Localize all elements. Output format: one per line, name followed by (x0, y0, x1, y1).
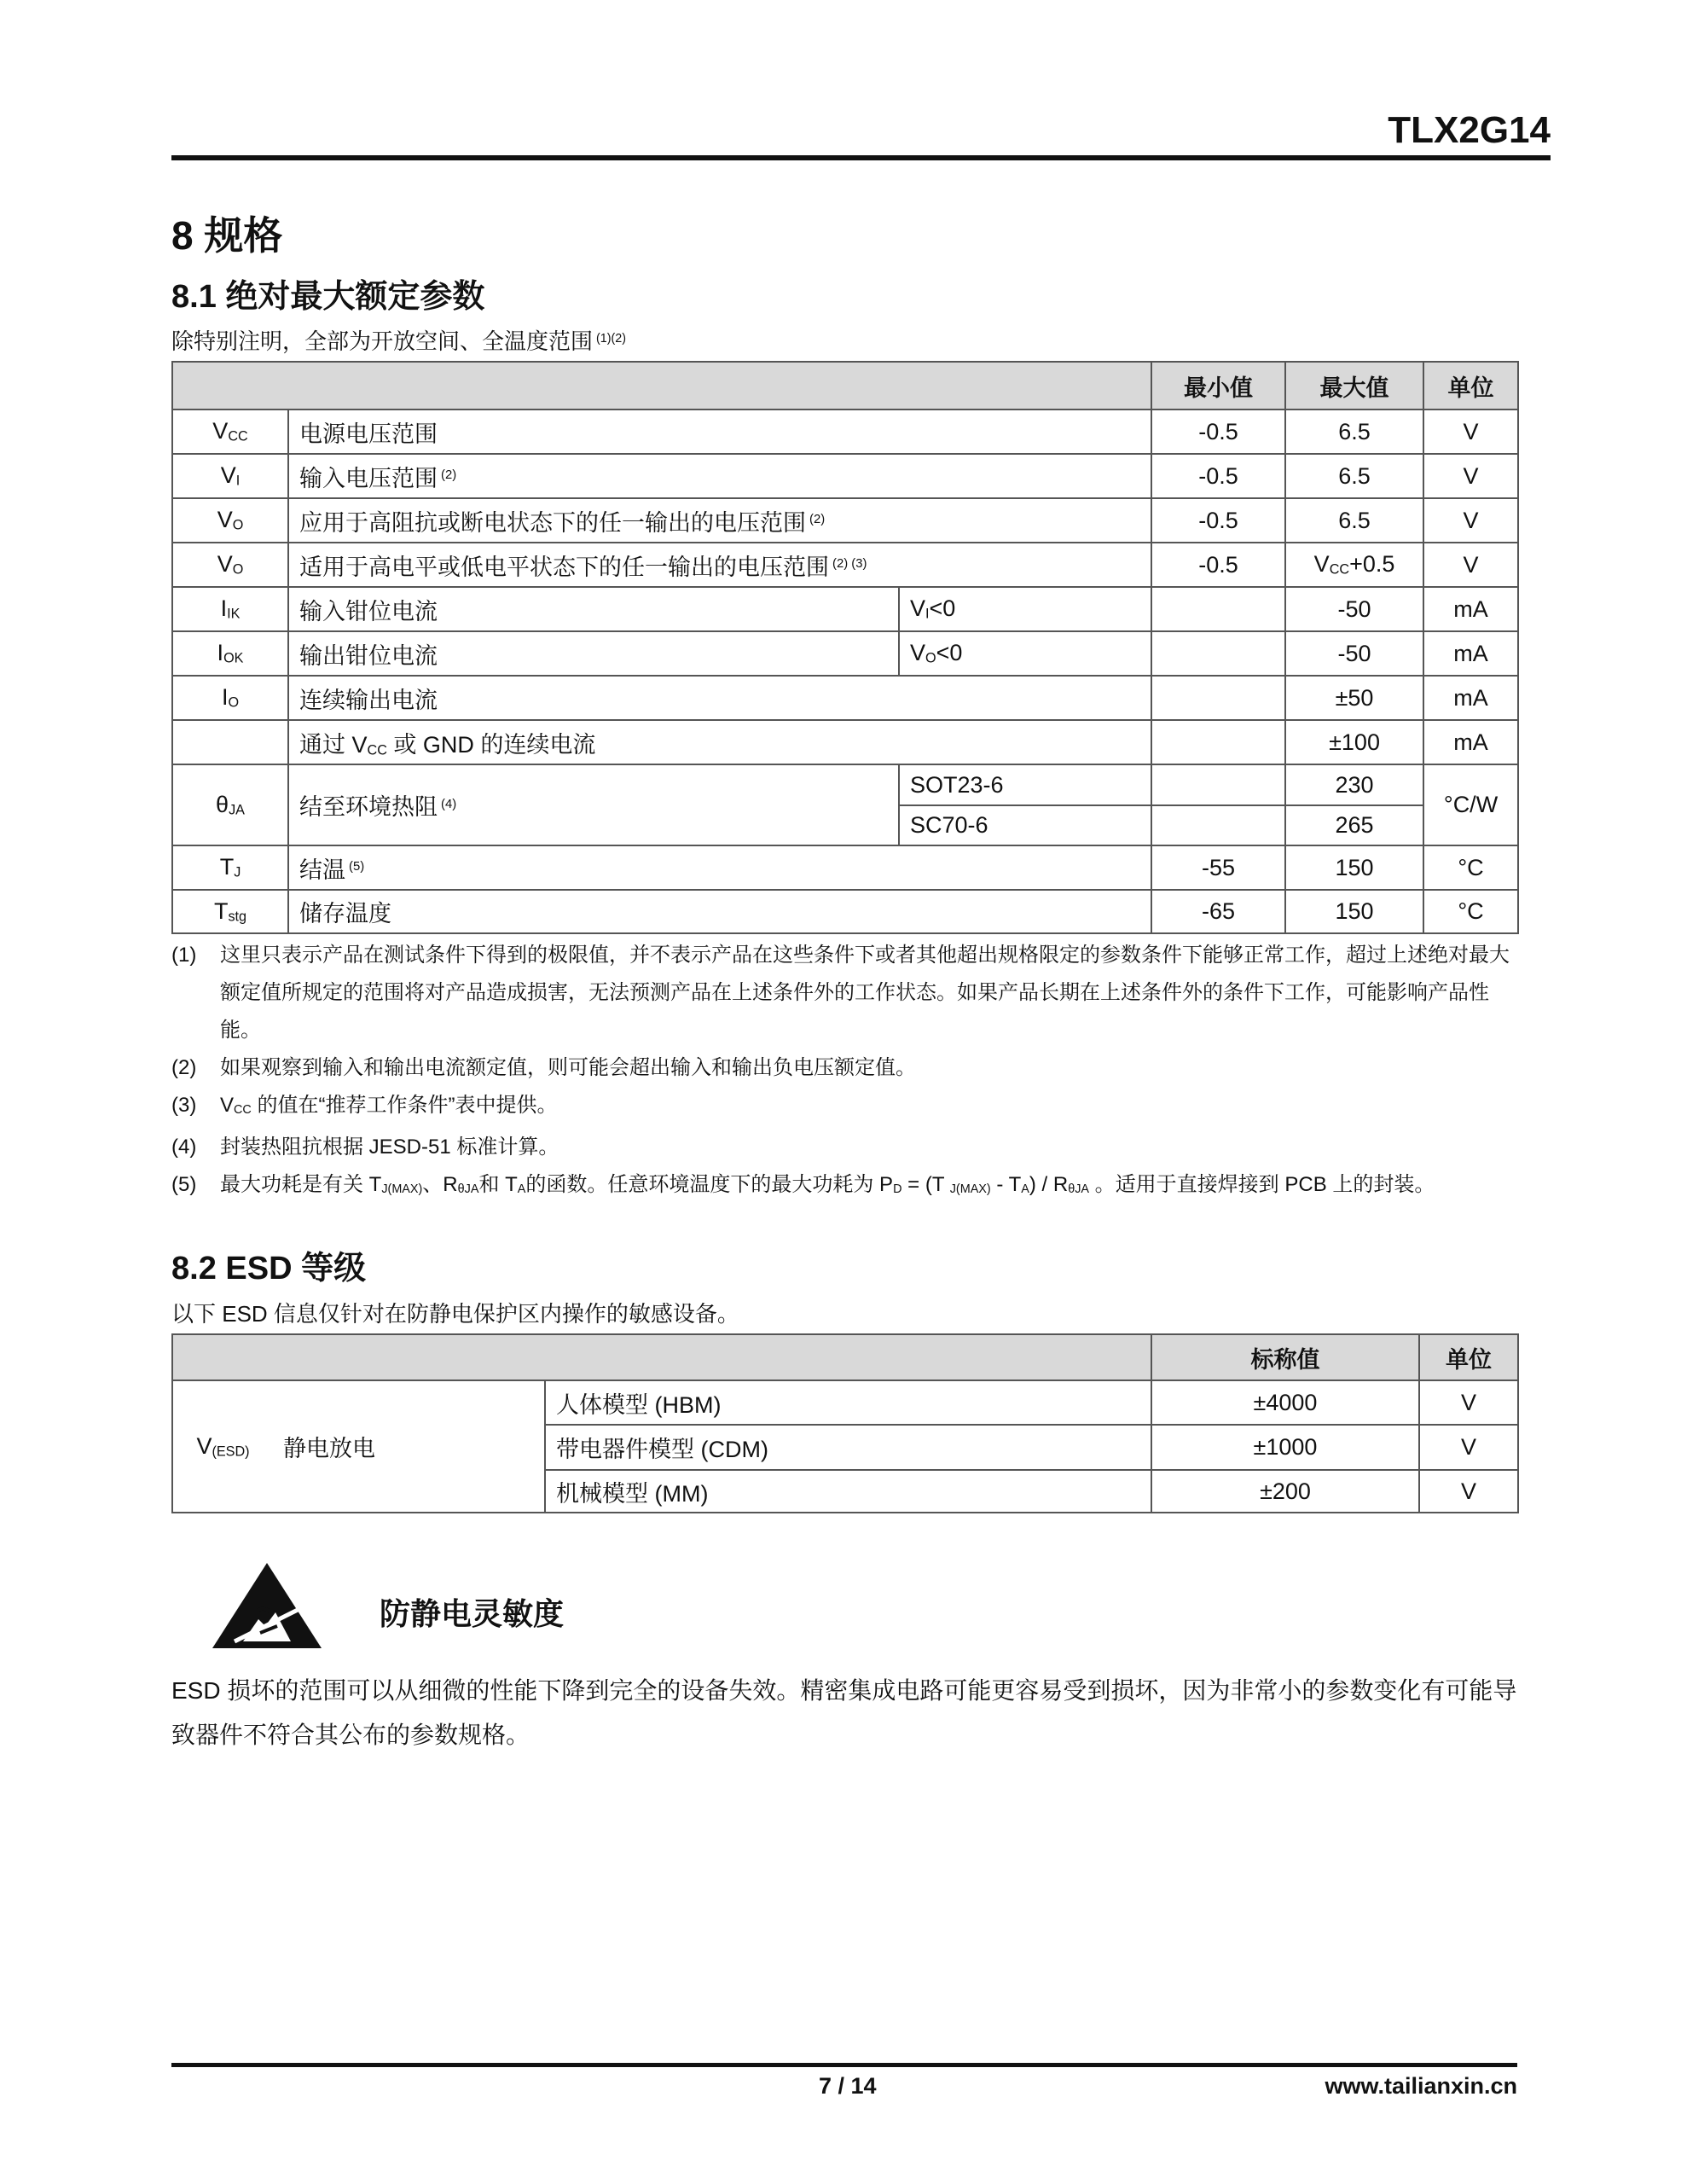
header-max: 最大值 (1285, 362, 1423, 410)
abs-max-intro: 除特别注明，全部为开放空间、全温度范围 $^{(1)(2)}$ (171, 328, 626, 354)
esd-intro: 以下 ESD 信息仅针对在防静电保护区内操作的敏感设备。 (171, 1301, 739, 1327)
footnote: (2) 如果观察到输入和输出电流额定值，则可能会超出输入和输出负电压额定值。 (171, 1056, 916, 1079)
table-row: TJ 结温 $^{(5)}$ -55 150 °C (172, 845, 1518, 890)
table-row: V(ESD) 静电放电 人体模型 (HBM) ±4000 V (172, 1380, 1518, 1425)
esd-title: 8.2 ESD 等级 (171, 1251, 367, 1287)
esd-warning-title: 防静电灵敏度 (380, 1596, 565, 1631)
abs-max-title: 8.1 绝对最大额定参数 (171, 279, 485, 315)
header-unit: 单位 (1419, 1334, 1518, 1380)
footnote: (4) 封装热阻抗根据 JESD-51 标准计算。 (171, 1136, 559, 1159)
table-row: VI 输入电压范围 $^{(2)}$ -0.5 6.5 V (172, 454, 1518, 498)
table-row: VO 应用于高阻抗或断电状态下的任一输出的电压范围 $^{(2)}$ -0.5 6.5 V (172, 498, 1518, 543)
table-row: 机械模型 (MM) ±200 V (172, 1470, 1518, 1513)
table-row: VO 适用于高电平或低电平状态下的任一输出的电压范围 $^{(2) (3)}$ -0.5 VCC+0.5 V (172, 543, 1518, 587)
header-value: 标称值 (1151, 1334, 1419, 1380)
header-rule (171, 155, 1551, 160)
website-link[interactable]: www.tailianxin.cn (1325, 2073, 1517, 2099)
footer-rule (171, 2063, 1517, 2067)
document-title: TLX2G14 (1388, 109, 1551, 151)
header-unit: 单位 (1423, 362, 1518, 410)
table-row: IO 连续输出电流 ±50 mA (172, 676, 1518, 720)
abs-max-table (171, 361, 1519, 934)
page-number: 7 / 14 (819, 2073, 877, 2099)
table-header-row (172, 362, 1518, 410)
table-header-row (172, 1334, 1518, 1380)
table-row: VCC 电源电压范围 -0.5 6.5 V (172, 410, 1518, 454)
esd-warning-icon (209, 1560, 325, 1652)
footnote: (1) 这里只表示产品在测试条件下得到的极限值，并不表示产品在这些条件下或者其他超出规格限定的参数条件下能够正常工作，超过上述绝对最大额定值所规定的范围将对产品造成损害，无法预测产品在上述条件外的工作状态。如果产品长期在上述条件外的条件下工作，可能影响产品性能。 (171, 944, 1510, 1042)
table-row: SC70-6 265 (172, 805, 1518, 845)
table-row: IOK 输出钳位电流 VO<0 -50 mA (172, 631, 1518, 676)
footnote: (5) 最大功耗是有关 TJ(MAX)、RθJA和 TA的函数。任意环境温度下的最大功耗为 PD = (T J(MAX) - TA) / RθJA 。适用于直接焊接到 PCB 上的封装。 (171, 1173, 1435, 1197)
table-row: Tstg 储存温度 -65 150 °C (172, 890, 1518, 933)
table-row: IIK 输入钳位电流 VI<0 -50 mA (172, 587, 1518, 631)
section-title: 8 规格 (171, 213, 283, 258)
esd-warning-text: ESD 损坏的范围可以从细微的性能下降到完全的设备失效。精密集成电路可能更容易受到损坏，因为非常小的参数变化有可能导致器件不符合其公布的参数规格。 (171, 1677, 1517, 1748)
esd-table (171, 1333, 1519, 1513)
header-min: 最小值 (1151, 362, 1285, 410)
footnotes (171, 937, 1519, 1208)
table-row: 带电器件模型 (CDM) ±1000 V (172, 1425, 1518, 1470)
footnote: (3) VCC 的值在“推荐工作条件”表中提供。 (171, 1094, 558, 1118)
table-row: θJA 结至环境热阻 $^{(4)}$ SOT23-6 230 °C/W (172, 764, 1518, 805)
table-row: 通过 VCC 或 GND 的连续电流 ±100 mA (172, 720, 1518, 764)
